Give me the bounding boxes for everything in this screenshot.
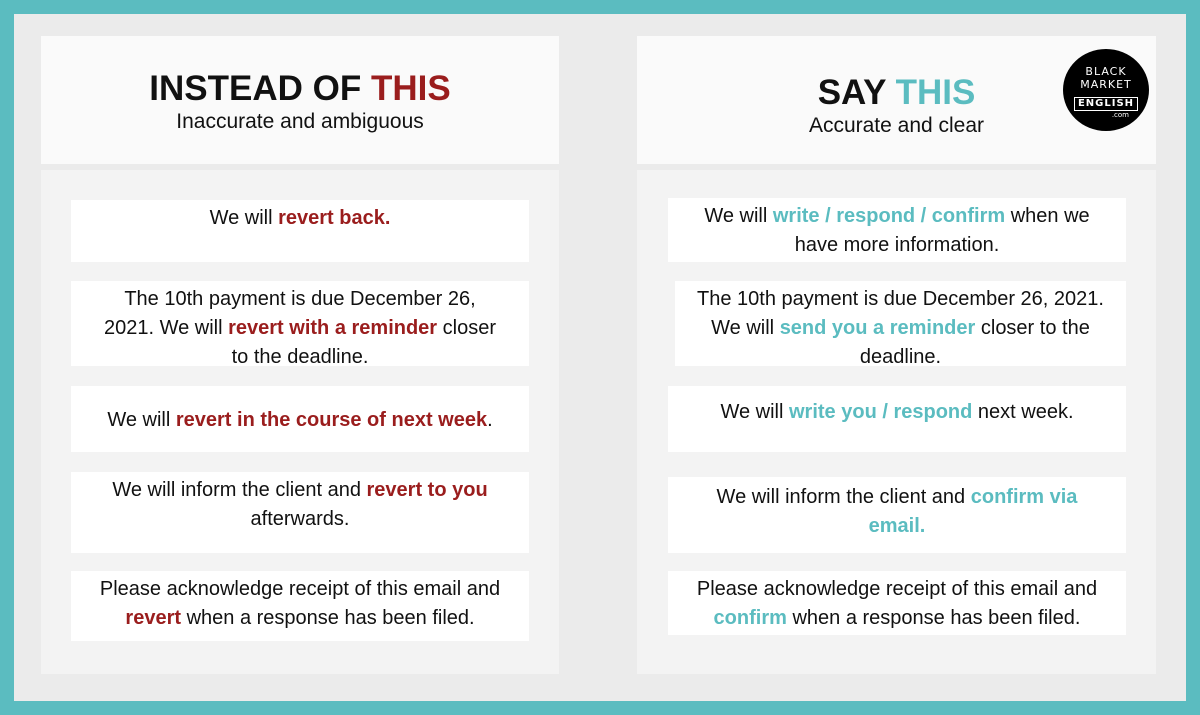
left-title: INSTEAD OF THIS bbox=[149, 69, 451, 108]
left-card-1: We will revert back. bbox=[71, 200, 529, 262]
right-card-4: We will inform the client and confirm via email. bbox=[668, 477, 1126, 553]
left-title-accent: THIS bbox=[370, 69, 451, 108]
left-header bbox=[41, 36, 559, 164]
right-title-accent: THIS bbox=[895, 73, 976, 112]
right-card-5: Please acknowledge receipt of this email and confirm when a response has been filed. bbox=[668, 571, 1126, 635]
right-card-3: We will write you / respond next week. bbox=[668, 386, 1126, 452]
left-card-4: We will inform the client and revert to you afterwards. bbox=[71, 472, 529, 553]
left-subtitle: Inaccurate and ambiguous bbox=[176, 110, 424, 133]
black-market-english-logo: BLACK MARKET ENGLISH .com bbox=[1063, 49, 1149, 131]
right-title: SAY THIS bbox=[817, 73, 976, 112]
left-card-2: The 10th payment is due December 26, 2021. We will revert with a reminder closer to the deadline. bbox=[71, 281, 529, 366]
right-card-2: The 10th payment is due December 26, 2021. We will send you a reminder closer to the deadline. bbox=[675, 281, 1126, 366]
left-card-5: Please acknowledge receipt of this email and revert when a response has been filed. bbox=[71, 571, 529, 641]
right-card-1: We will write / respond / confirm when we have more information. bbox=[668, 198, 1126, 262]
left-card-3: We will revert in the course of next week. bbox=[71, 386, 529, 452]
right-subtitle: Accurate and clear bbox=[808, 114, 985, 137]
